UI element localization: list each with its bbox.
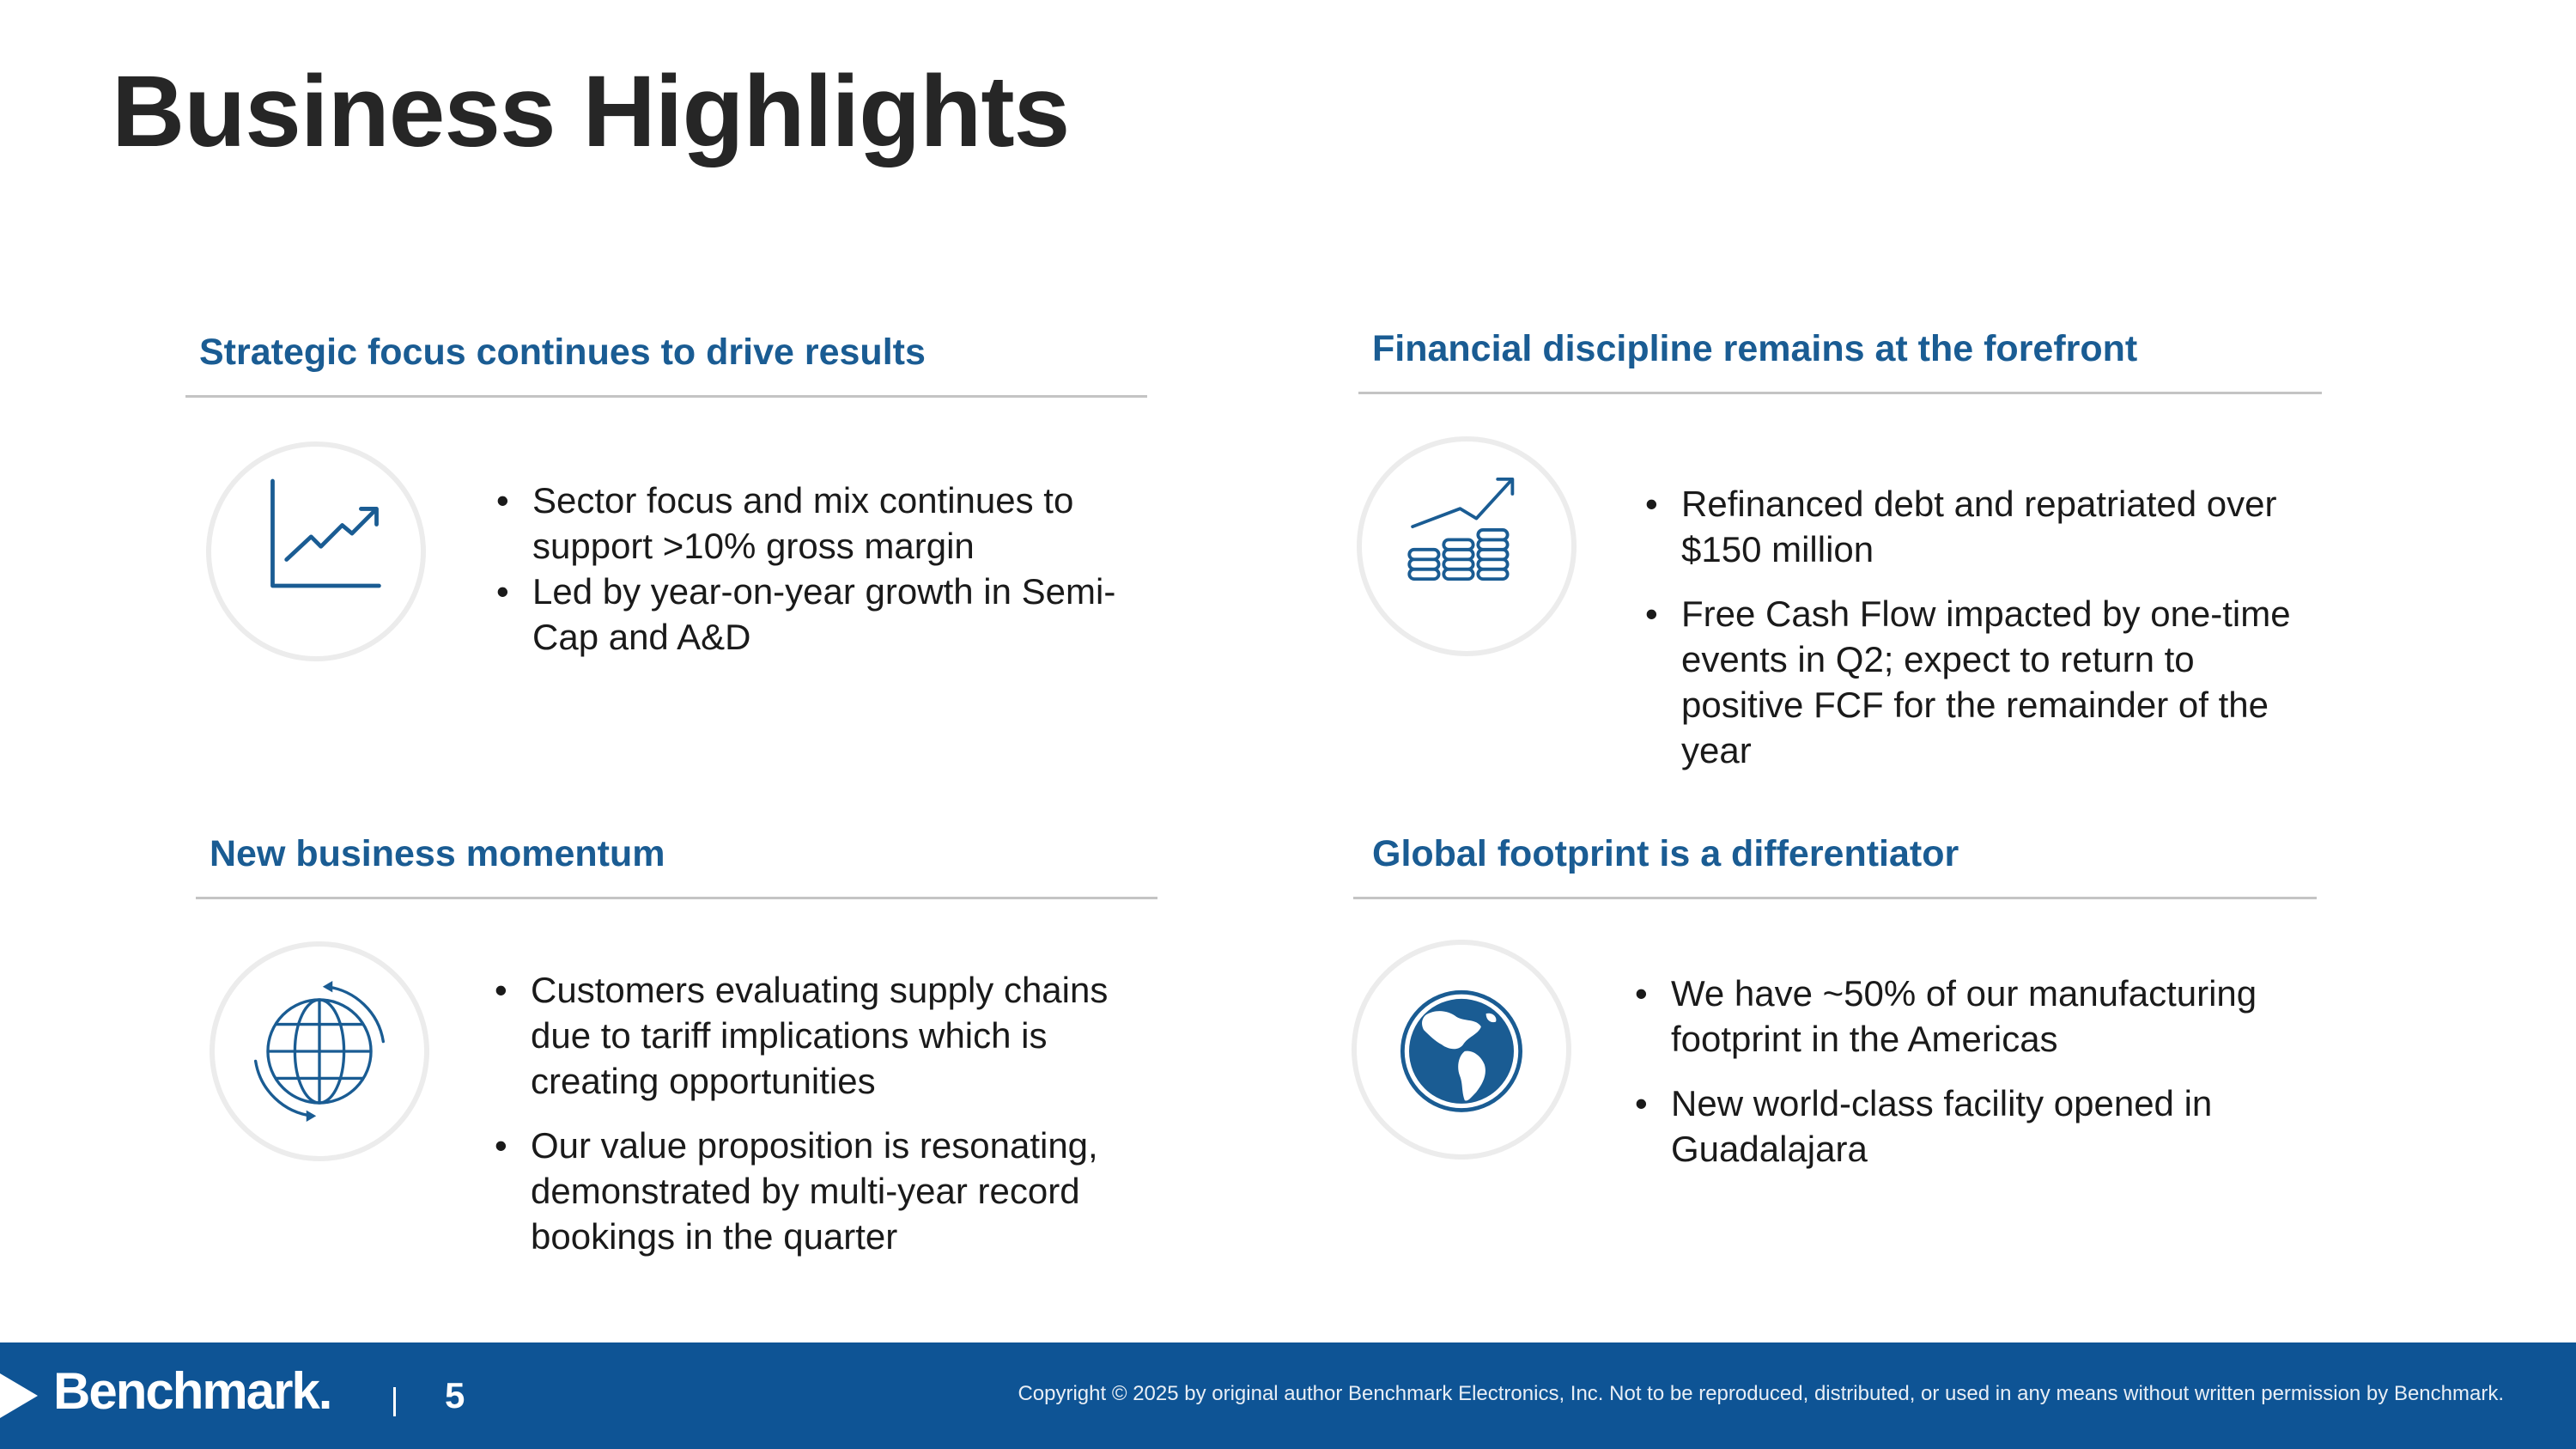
page-number: 5 xyxy=(445,1375,465,1416)
bullet-list xyxy=(1635,971,2313,1172)
section-divider xyxy=(1358,392,2322,394)
americas-globe-icon xyxy=(1352,940,1571,1160)
bullet-item: • Led by year-on-year growth in Semi-Cap and A&D xyxy=(496,569,1149,660)
benchmark-logo: Benchmark. xyxy=(53,1362,331,1420)
bullet-item: • Free Cash Flow impacted by one-time events in Q2; expect to return to positive FCF for the remainder of the year xyxy=(1645,591,2315,773)
footer-divider xyxy=(393,1387,396,1416)
bullet-list xyxy=(496,478,1149,660)
growth-chart-icon xyxy=(206,441,426,661)
section-divider xyxy=(1353,897,2317,899)
bullet-item: • Sector focus and mix continues to support >10% gross margin xyxy=(496,478,1149,569)
copyright-text: Copyright © 2025 by original author Benchmark Electronics, Inc. Not to be reproduced, distributed, or used in any means without written permission by Benchmark. xyxy=(1018,1382,2504,1405)
section-heading: New business momentum xyxy=(210,833,665,874)
footer-bar xyxy=(0,1342,2576,1449)
bullet-item: • New world-class facility opened in Guadalajara xyxy=(1635,1081,2313,1172)
bullet-item: • Customers evaluating supply chains due to tariff implications which is creating opportunities xyxy=(495,967,1156,1104)
bullet-item: • We have ~50% of our manufacturing footprint in the Americas xyxy=(1635,971,2313,1062)
section-heading: Global footprint is a differentiator xyxy=(1372,833,1959,874)
section-heading: Financial discipline remains at the forefront xyxy=(1372,328,2138,369)
slide-title: Business Highlights xyxy=(112,55,1070,168)
section-divider xyxy=(185,395,1147,398)
bullet-item: • Refinanced debt and repatriated over $150 million xyxy=(1645,481,2315,572)
logo-triangle-icon xyxy=(0,1373,38,1418)
bullet-list xyxy=(1645,481,2315,773)
globe-cycle-icon xyxy=(210,941,429,1161)
bullet-list xyxy=(495,967,1156,1259)
coins-growth-icon xyxy=(1357,436,1577,656)
section-divider xyxy=(196,897,1157,899)
section-heading: Strategic focus continues to drive results xyxy=(199,332,926,373)
bullet-item: • Our value proposition is resonating, demonstrated by multi-year record bookings in the quarter xyxy=(495,1123,1156,1259)
